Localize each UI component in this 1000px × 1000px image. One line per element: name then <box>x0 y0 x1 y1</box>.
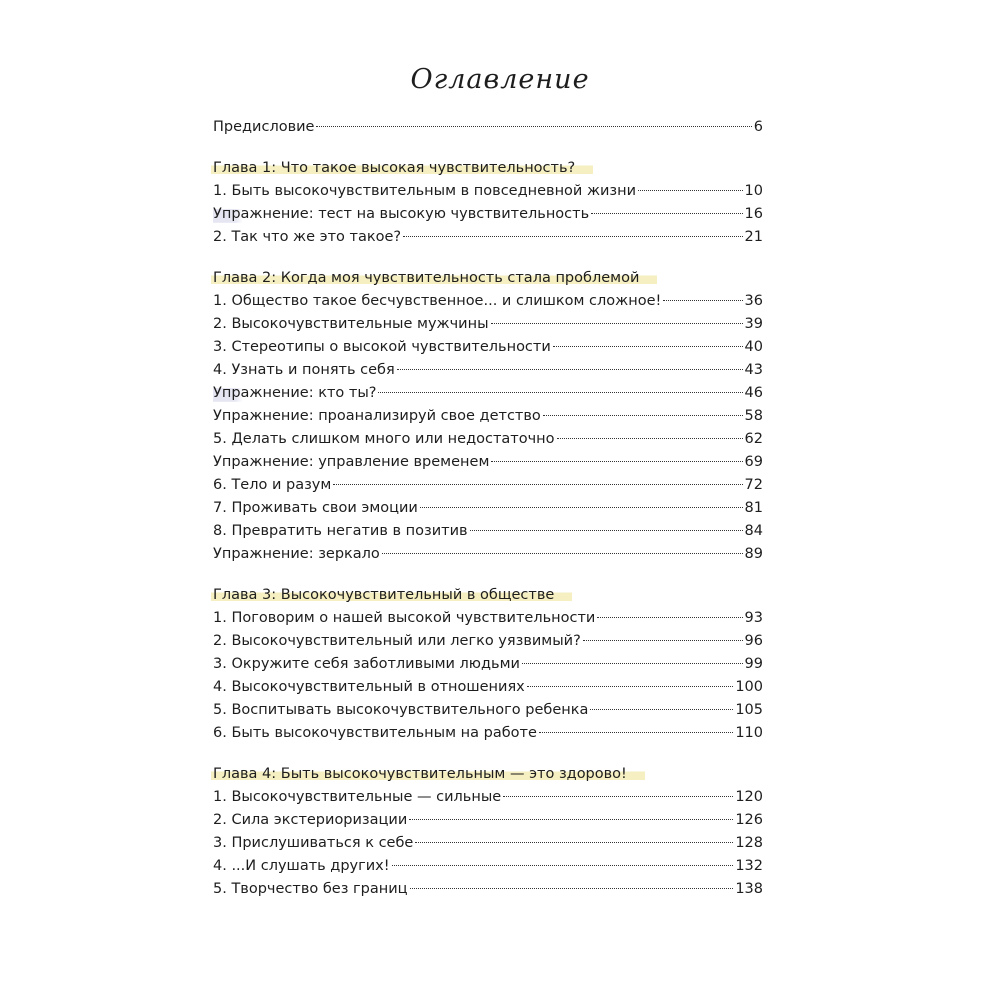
toc-entry[interactable] <box>213 336 763 359</box>
toc-entry[interactable] <box>213 699 763 722</box>
toc-entry-page: 16 <box>744 206 763 222</box>
toc-entry-label: 3. Стереотипы о высокой чувствительности <box>213 339 551 355</box>
toc-entry-label: 2. Сила экстериоризации <box>213 812 408 828</box>
toc-entry[interactable] <box>213 226 763 249</box>
toc-entry[interactable] <box>213 607 763 630</box>
toc-entry[interactable] <box>213 832 763 855</box>
toc-entry[interactable] <box>213 722 763 745</box>
toc-entry-label: 3. Прислушиваться к себе <box>213 835 414 851</box>
toc-entry-page: 105 <box>735 702 763 718</box>
toc-entry-label: 4. Узнать и понять себя <box>213 362 395 378</box>
dot-leader <box>527 686 734 687</box>
toc-entry-page: 93 <box>744 610 763 626</box>
toc-entry-page: 84 <box>744 523 763 539</box>
toc-entry[interactable] <box>213 786 763 809</box>
toc-entry-preface[interactable] <box>213 116 763 139</box>
toc-entry-page: 72 <box>744 477 763 493</box>
page-title: Оглавление <box>410 64 590 95</box>
toc-entry[interactable] <box>213 290 763 313</box>
dot-leader <box>491 323 743 324</box>
toc-entry-page: 96 <box>744 633 763 649</box>
toc-entry-label: 4. ...И слушать других! <box>213 858 390 874</box>
dot-leader <box>557 438 743 439</box>
toc-entry-label: 6. Быть высокочувствительным на работе <box>213 725 537 741</box>
dot-leader <box>491 461 742 462</box>
toc-entry-page: 69 <box>744 454 763 470</box>
toc-entry-label: 1. Быть высокочувствительным в повседневной жизни <box>213 183 637 199</box>
dot-leader <box>392 865 734 866</box>
chapter-heading-3[interactable] <box>213 584 763 607</box>
dot-leader <box>470 530 743 531</box>
toc-entry-page: 36 <box>744 293 763 309</box>
toc-entry-page: 10 <box>744 183 763 199</box>
toc-entry-page: 120 <box>735 789 763 805</box>
toc-entry-page: 62 <box>744 431 763 447</box>
toc-entry[interactable] <box>213 520 763 543</box>
chapter-title: Глава 2: Когда моя чувствительность стала проблемой <box>211 270 657 286</box>
dot-leader <box>410 888 734 889</box>
toc-entry-page: 126 <box>735 812 763 828</box>
toc-entry-label: 1. Высокочувствительные — сильные <box>213 789 502 805</box>
dot-leader <box>553 346 743 347</box>
toc-entry-exercise[interactable] <box>213 543 763 566</box>
toc-entry-exercise[interactable] <box>213 382 763 405</box>
toc-entry-page: 43 <box>744 362 763 378</box>
chapter-heading-1[interactable] <box>213 157 763 180</box>
toc-entry-label: 7. Проживать свои эмоции <box>213 500 418 516</box>
toc-entry-label: 1. Общество такое бесчувственное... и слишком сложное! <box>213 293 662 309</box>
toc-entry-page: 138 <box>735 881 763 897</box>
toc-entry-label: Упражнение: кто ты? <box>213 382 376 405</box>
toc-entry[interactable] <box>213 855 763 878</box>
toc-entry-page: 99 <box>744 656 763 672</box>
dot-leader <box>409 819 733 820</box>
toc-entry-page: 46 <box>744 385 763 401</box>
toc-entry-label: Упражнение: управление временем <box>213 454 490 470</box>
toc-entry-label: 5. Делать слишком много или недостаточно <box>213 431 555 447</box>
toc-entry[interactable] <box>213 313 763 336</box>
toc-entry-label: 2. Высокочувствительные мужчины <box>213 316 489 332</box>
dot-leader <box>591 213 742 214</box>
toc-entry[interactable] <box>213 474 763 497</box>
toc-entry-page: 89 <box>744 546 763 562</box>
toc-entry-label: 4. Высокочувствительный в отношениях <box>213 679 525 695</box>
chapter-title: Глава 1: Что такое высокая чувствительность? <box>211 160 593 176</box>
chapter-title: Глава 3: Высокочувствительный в обществе <box>211 587 572 603</box>
dot-leader <box>583 640 743 641</box>
dot-leader <box>316 126 751 127</box>
dot-leader <box>415 842 733 843</box>
toc-entry-label: 2. Так что же это такое? <box>213 229 402 245</box>
toc-entry[interactable] <box>213 653 763 676</box>
dot-leader <box>522 663 743 664</box>
toc-entry-page: 6 <box>753 119 763 135</box>
chapter-title: Глава 4: Быть высокочувствительным — это здорово! <box>211 766 645 782</box>
toc-entry[interactable] <box>213 878 763 901</box>
toc-entry-page: 132 <box>735 858 763 874</box>
toc-entry-page: 100 <box>735 679 763 695</box>
dot-leader <box>539 732 733 733</box>
toc-entry-label: Упражнение: тест на высокую чувствительность <box>213 203 589 226</box>
toc-entry-page: 39 <box>744 316 763 332</box>
toc-entry-page: 40 <box>744 339 763 355</box>
dot-leader <box>378 392 742 393</box>
toc-entry-exercise[interactable] <box>213 405 763 428</box>
dot-leader <box>543 415 743 416</box>
toc-entry[interactable] <box>213 428 763 451</box>
dot-leader <box>597 617 742 618</box>
toc-entry[interactable] <box>213 630 763 653</box>
toc-entry-exercise[interactable] <box>213 203 763 226</box>
toc-entry-label: 5. Творчество без границ <box>213 881 408 897</box>
toc-entry[interactable] <box>213 676 763 699</box>
dot-leader <box>638 190 742 191</box>
toc-entry[interactable] <box>213 180 763 203</box>
chapter-heading-2[interactable] <box>213 267 763 290</box>
toc-entry-page: 128 <box>735 835 763 851</box>
dot-leader <box>663 300 742 301</box>
toc-entry-label: 5. Воспитывать высокочувствительного ребенка <box>213 702 589 718</box>
dot-leader <box>382 553 743 554</box>
toc-entry-page: 58 <box>744 408 763 424</box>
toc-entry-page: 110 <box>735 725 763 741</box>
toc-entry-label: 8. Превратить негатив в позитив <box>213 523 468 539</box>
dot-leader <box>590 709 733 710</box>
toc-entry-label: Предисловие <box>213 119 315 135</box>
toc-entry-label: 2. Высокочувствительный или легко уязвимый? <box>213 633 581 649</box>
toc-entry-label: 3. Окружите себя заботливыми людьми <box>213 656 520 672</box>
chapter-heading-4[interactable] <box>213 763 763 786</box>
toc-entry-page: 81 <box>744 500 763 516</box>
toc-entry-exercise[interactable] <box>213 451 763 474</box>
toc-entry-page: 21 <box>744 229 763 245</box>
toc-entry-label: Упражнение: проанализируй свое детство <box>213 408 541 424</box>
dot-leader <box>397 369 743 370</box>
toc-entry-label: 6. Тело и разум <box>213 477 332 493</box>
toc-entry[interactable] <box>213 497 763 520</box>
dot-leader <box>333 484 742 485</box>
toc-entry[interactable] <box>213 359 763 382</box>
toc-entry[interactable] <box>213 809 763 832</box>
toc-entry-label: Упражнение: зеркало <box>213 546 380 562</box>
dot-leader <box>403 236 742 237</box>
toc-entry-label: 1. Поговорим о нашей высокой чувствительности <box>213 610 596 626</box>
dot-leader <box>420 507 743 508</box>
dot-leader <box>503 796 733 797</box>
table-of-contents <box>213 116 763 901</box>
